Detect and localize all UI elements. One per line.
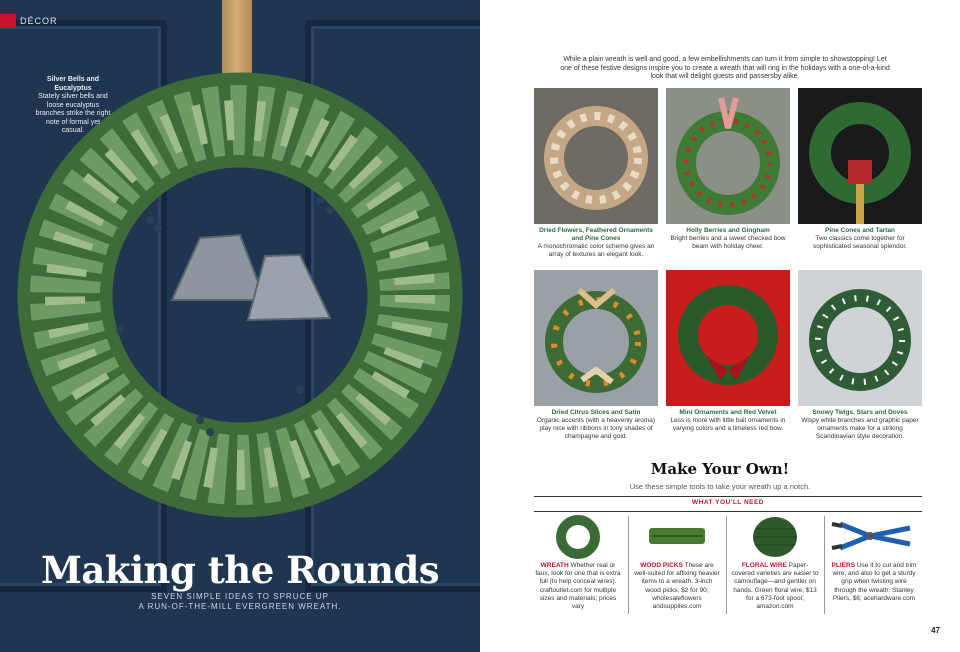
wreath-card [798, 88, 922, 251]
tool-text [633, 562, 721, 611]
tool-name: WOOD PICKS [640, 562, 683, 569]
wreath-title: Mini Ornaments and Red Velvet [679, 409, 777, 416]
wreath-title: Pine Cones and Tartan [825, 227, 895, 234]
wreath-card [534, 270, 658, 441]
what-you-need-bar [534, 496, 922, 512]
wreath-photo-mini-ornaments [666, 270, 790, 406]
tool-desc: Paper-covered varieties are easier to camouflage—and gentler on hands. Green floral wire, $13 for a 673-foot spool; amazon.com [731, 562, 819, 611]
wreath-desc: Wispy white branches and graphic paper ornaments make for a striking Scandinavian style decoration. [801, 417, 919, 440]
tool-desc: Use it to cut and trim wire, and also to get a sturdy grip when twisting wire through the wreath. Stanley Pliers, $6; acehardware.com [832, 562, 917, 602]
page-title: Making the Rounds [40, 548, 440, 592]
pliers-icon [830, 514, 918, 560]
caption-text: Stately silver bells and loose eucalyptus branches strike the right note of formal yet casual. [35, 93, 111, 134]
make-your-own-subheading: Use these simple tools to take your wreath up a notch. [629, 482, 811, 491]
wreath-photo-snowy-twigs [798, 270, 922, 406]
wreath-photo-pine-cones-tartan [798, 88, 922, 224]
page-subtitle [0, 592, 480, 612]
tool-divider [824, 516, 825, 614]
intro-paragraph: While a plain wreath is well and good, a few embellishments can turn it from simple to showstopping! Let one of these festive designs inspire you to create a wreath that will ring in the holidays with a one-of-a-kind look that will delight guests and passersby alike. [560, 56, 890, 80]
wreath-desc: A monochromatic color scheme gives an array of textures an elegant look. [537, 243, 655, 258]
wreath-photo-dried-citrus [534, 270, 658, 406]
wreath-desc: Organic accents (with a heavenly aroma) play nice with ribbons in tony shades of champagne and gold. [536, 417, 656, 440]
section-tag [0, 14, 58, 28]
wreath-desc: Bright berries and a sweet checked bow beam with holiday cheer. [670, 235, 786, 250]
tool-divider [628, 516, 629, 614]
page-number: 47 [931, 626, 940, 635]
tool-pliers [830, 514, 918, 603]
wreath-card [666, 270, 790, 433]
bell-right-shape [248, 255, 330, 320]
tool-divider [726, 516, 727, 614]
wreath-title: Dried Citrus Slices and Satin [551, 409, 641, 416]
wreath-title: Holly Berries and Gingham [686, 227, 770, 234]
wreath-title: Snowy Twigs, Stars and Doves [812, 409, 908, 416]
tool-desc: Whether real or faux, look for one that is extra full (to help conceal wires). craftoutlet.com for multiple sizes and materials; prices vary [535, 562, 621, 611]
tool-text [534, 562, 622, 611]
wreath-photo-holly-berries [666, 88, 790, 224]
tool-text [731, 562, 819, 611]
section-label: DÉCOR [20, 16, 58, 26]
wreath-desc: Two classics come together for sophisticated seasonal splendor. [813, 235, 907, 250]
subtitle-line-2: A RUN-OF-THE-MILL EVERGREEN WREATH. [138, 602, 342, 611]
wood-picks-icon [633, 514, 721, 560]
bell-left-shape [172, 235, 265, 300]
tool-name: FLORAL WIRE [741, 562, 787, 569]
wreath-caption [34, 76, 112, 136]
tool-wood-picks [633, 514, 721, 611]
right-page [480, 0, 960, 652]
wreath-card [666, 88, 790, 251]
caption-title: Silver Bells and Eucalyptus [46, 76, 100, 92]
wreath-photo-dried-flowers [534, 88, 658, 224]
tool-name: WREATH [540, 562, 569, 569]
tool-floral-wire [731, 514, 819, 611]
tool-name: PLIERS [831, 562, 856, 569]
section-tag-bar [0, 14, 16, 28]
tool-wreath [534, 514, 622, 611]
tool-text [830, 562, 918, 603]
tool-desc: These are well-suited for affixing heavier items to a wreath. 3-inch wood picks, $2 for 90; wholesaleflowers andsupplies.com [634, 562, 720, 611]
wreath-icon [534, 514, 622, 560]
wreath-desc: Less is more with little ball ornaments in varying colors and a timeless red bow. [670, 417, 786, 432]
subtitle-line-1: SEVEN SIMPLE IDEAS TO SPRUCE UP [151, 592, 329, 601]
wreath-card [798, 270, 922, 441]
make-your-own-heading: Make Your Own! [650, 460, 790, 478]
what-you-need-label: WHAT YOU'LL NEED [691, 499, 765, 506]
wreath-title: Dried Flowers, Feathered Ornaments and Pine Cones [539, 227, 653, 242]
wreath-card [534, 88, 658, 259]
floral-wire-icon [731, 514, 819, 560]
